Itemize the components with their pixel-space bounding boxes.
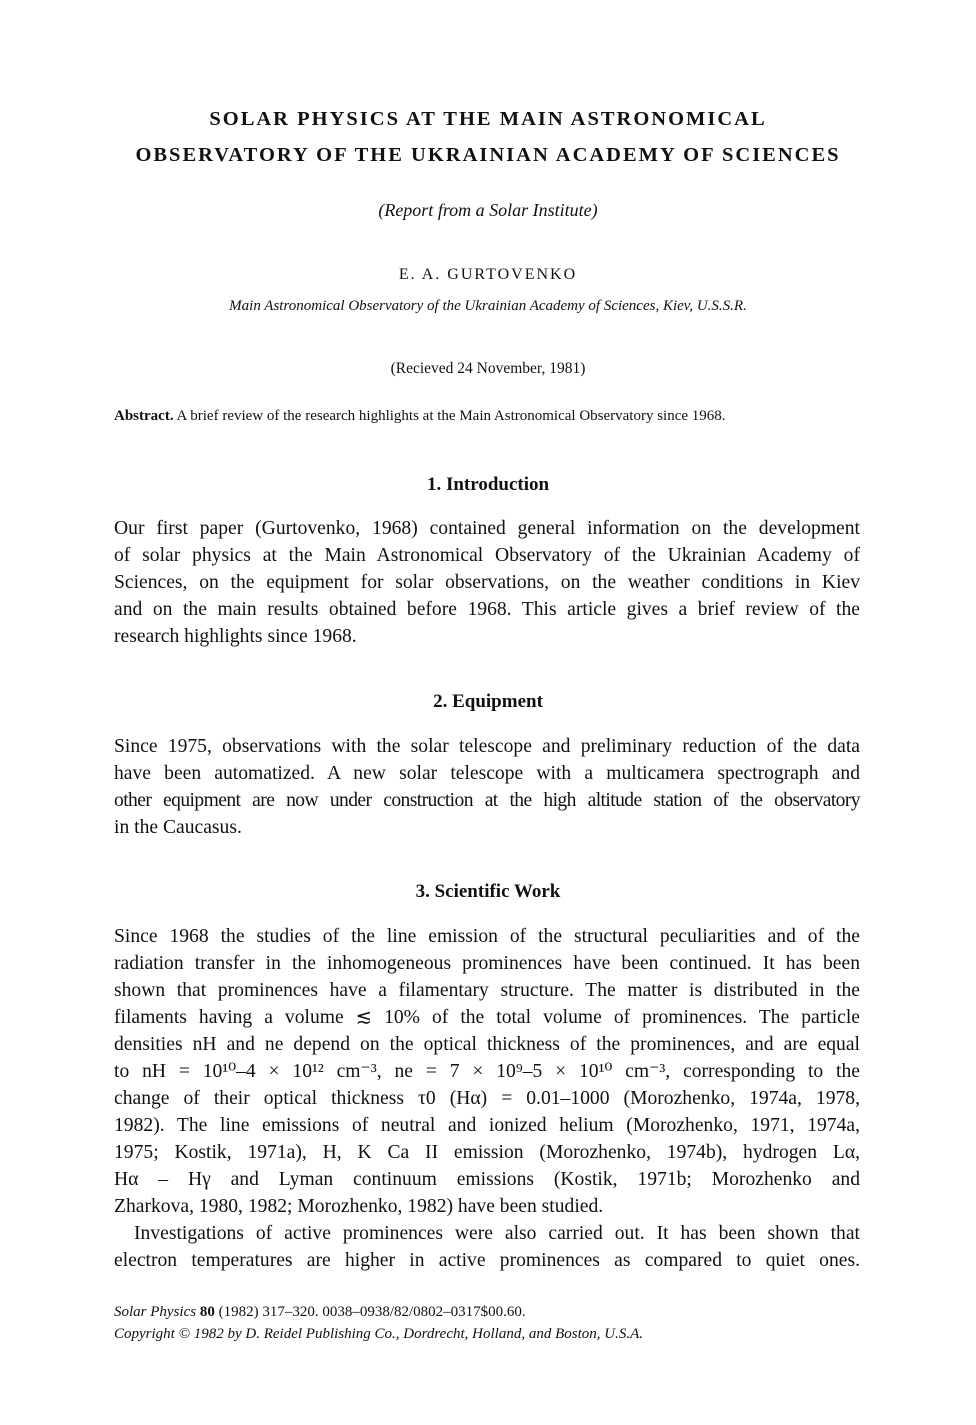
paragraph-line: Zharkova, 1980, 1982; Morozhenko, 1982) have been studied.: [114, 1196, 604, 1217]
paragraph-line: research highlights since 1968.: [114, 626, 357, 647]
paragraph-line: shown that prominences have a filamentary structure. The matter is distributed in the: [114, 980, 860, 1001]
paragraph-line: radiation transfer in the inhomogeneous prominences have been continued. It has been: [114, 953, 860, 974]
paragraph-line: Since 1968 the studies of the line emission of the structural peculiarities and of the: [114, 926, 860, 947]
paragraph-line: to nH = 10¹⁰–4 × 10¹² cm⁻³, ne = 7 × 10⁹–5 × 10¹⁰ cm⁻³, corresponding to the: [114, 1061, 860, 1082]
author-affiliation: Main Astronomical Observatory of the Ukrainian Academy of Sciences, Kiev, U.S.S.R.: [229, 298, 747, 314]
paragraph-line: Since 1975, observations with the solar telescope and preliminary reduction of the data: [114, 736, 860, 757]
journal-citation: [114, 1302, 526, 1322]
equipment-paragraph: [114, 733, 860, 841]
introduction-paragraph: [114, 515, 860, 650]
paragraph-line: in the Caucasus.: [114, 817, 242, 838]
copyright-notice: [114, 1324, 643, 1344]
citation-details: (1982) 317–320. 0038–0938/82/0802–0317$00.60.: [218, 1304, 526, 1320]
abstract: [114, 408, 874, 425]
paragraph-line: electron temperatures are higher in active prominences as compared to quiet ones.: [114, 1250, 860, 1271]
paragraph-line: 1975; Kostik, 1971a), H, K Ca II emission (Morozhenko, 1974b), hydrogen Lα,: [114, 1142, 860, 1163]
paragraph-line: have been automatized. A new solar telescope with a multicamera spectrograph and: [114, 763, 860, 784]
section-heading-equipment: 2. Equipment: [433, 691, 543, 712]
paragraph-line: filaments having a volume ≲ 10% of the total volume of prominences. The particle: [114, 1007, 860, 1028]
journal-name: Solar Physics: [114, 1304, 197, 1320]
copyright-text: Copyright © 1982 by D. Reidel Publishing Co., Dordrecht, Holland, and Boston, U.S.A.: [114, 1326, 643, 1342]
paragraph-line: change of their optical thickness τ0 (Hα) = 0.01–1000 (Morozhenko, 1974a, 1978,: [114, 1088, 860, 1109]
paragraph-line: other equipment are now under construction at the high altitude station of the observatory: [114, 790, 860, 811]
section-heading-scientific-work: 3. Scientific Work: [415, 881, 561, 902]
paragraph-line: Hα – Hγ and Lyman continuum emissions (Kostik, 1971b; Morozhenko and: [114, 1169, 860, 1190]
paper-subtitle: (Report from a Solar Institute): [378, 200, 598, 220]
scientific-work-paragraph: [114, 923, 860, 1274]
abstract-label: Abstract.: [114, 408, 174, 424]
paragraph-line: Investigations of active prominences were also carried out. It has been shown that: [134, 1223, 860, 1244]
paper-title-line-2: OBSERVATORY OF THE UKRAINIAN ACADEMY OF SCIENCES: [135, 144, 841, 166]
paragraph-line: Sciences, on the equipment for solar observations, on the weather conditions in Kiev: [114, 572, 860, 593]
paragraph-line: Our first paper (Gurtovenko, 1968) contained general information on the development: [114, 518, 860, 539]
received-date: (Recieved 24 November, 1981): [390, 360, 586, 377]
journal-volume: 80: [199, 1304, 215, 1320]
paragraph-line: 1982). The line emissions of neutral and ionized helium (Morozhenko, 1971, 1974a,: [114, 1115, 860, 1136]
paragraph-line: and on the main results obtained before 1968. This article gives a brief review of the: [114, 599, 860, 620]
paper-title-line-1: SOLAR PHYSICS AT THE MAIN ASTRONOMICAL: [209, 108, 767, 130]
abstract-text: A brief review of the research highlights at the Main Astronomical Observatory since 1968.: [176, 408, 726, 424]
paragraph-line: densities nH and ne depend on the optical thickness of the prominences, and are equal: [114, 1034, 860, 1055]
paragraph-line: of solar physics at the Main Astronomical Observatory of the Ukrainian Academy of: [114, 545, 860, 566]
author-name: E. A. GURTOVENKO: [398, 266, 578, 283]
section-heading-introduction: 1. Introduction: [426, 474, 550, 495]
